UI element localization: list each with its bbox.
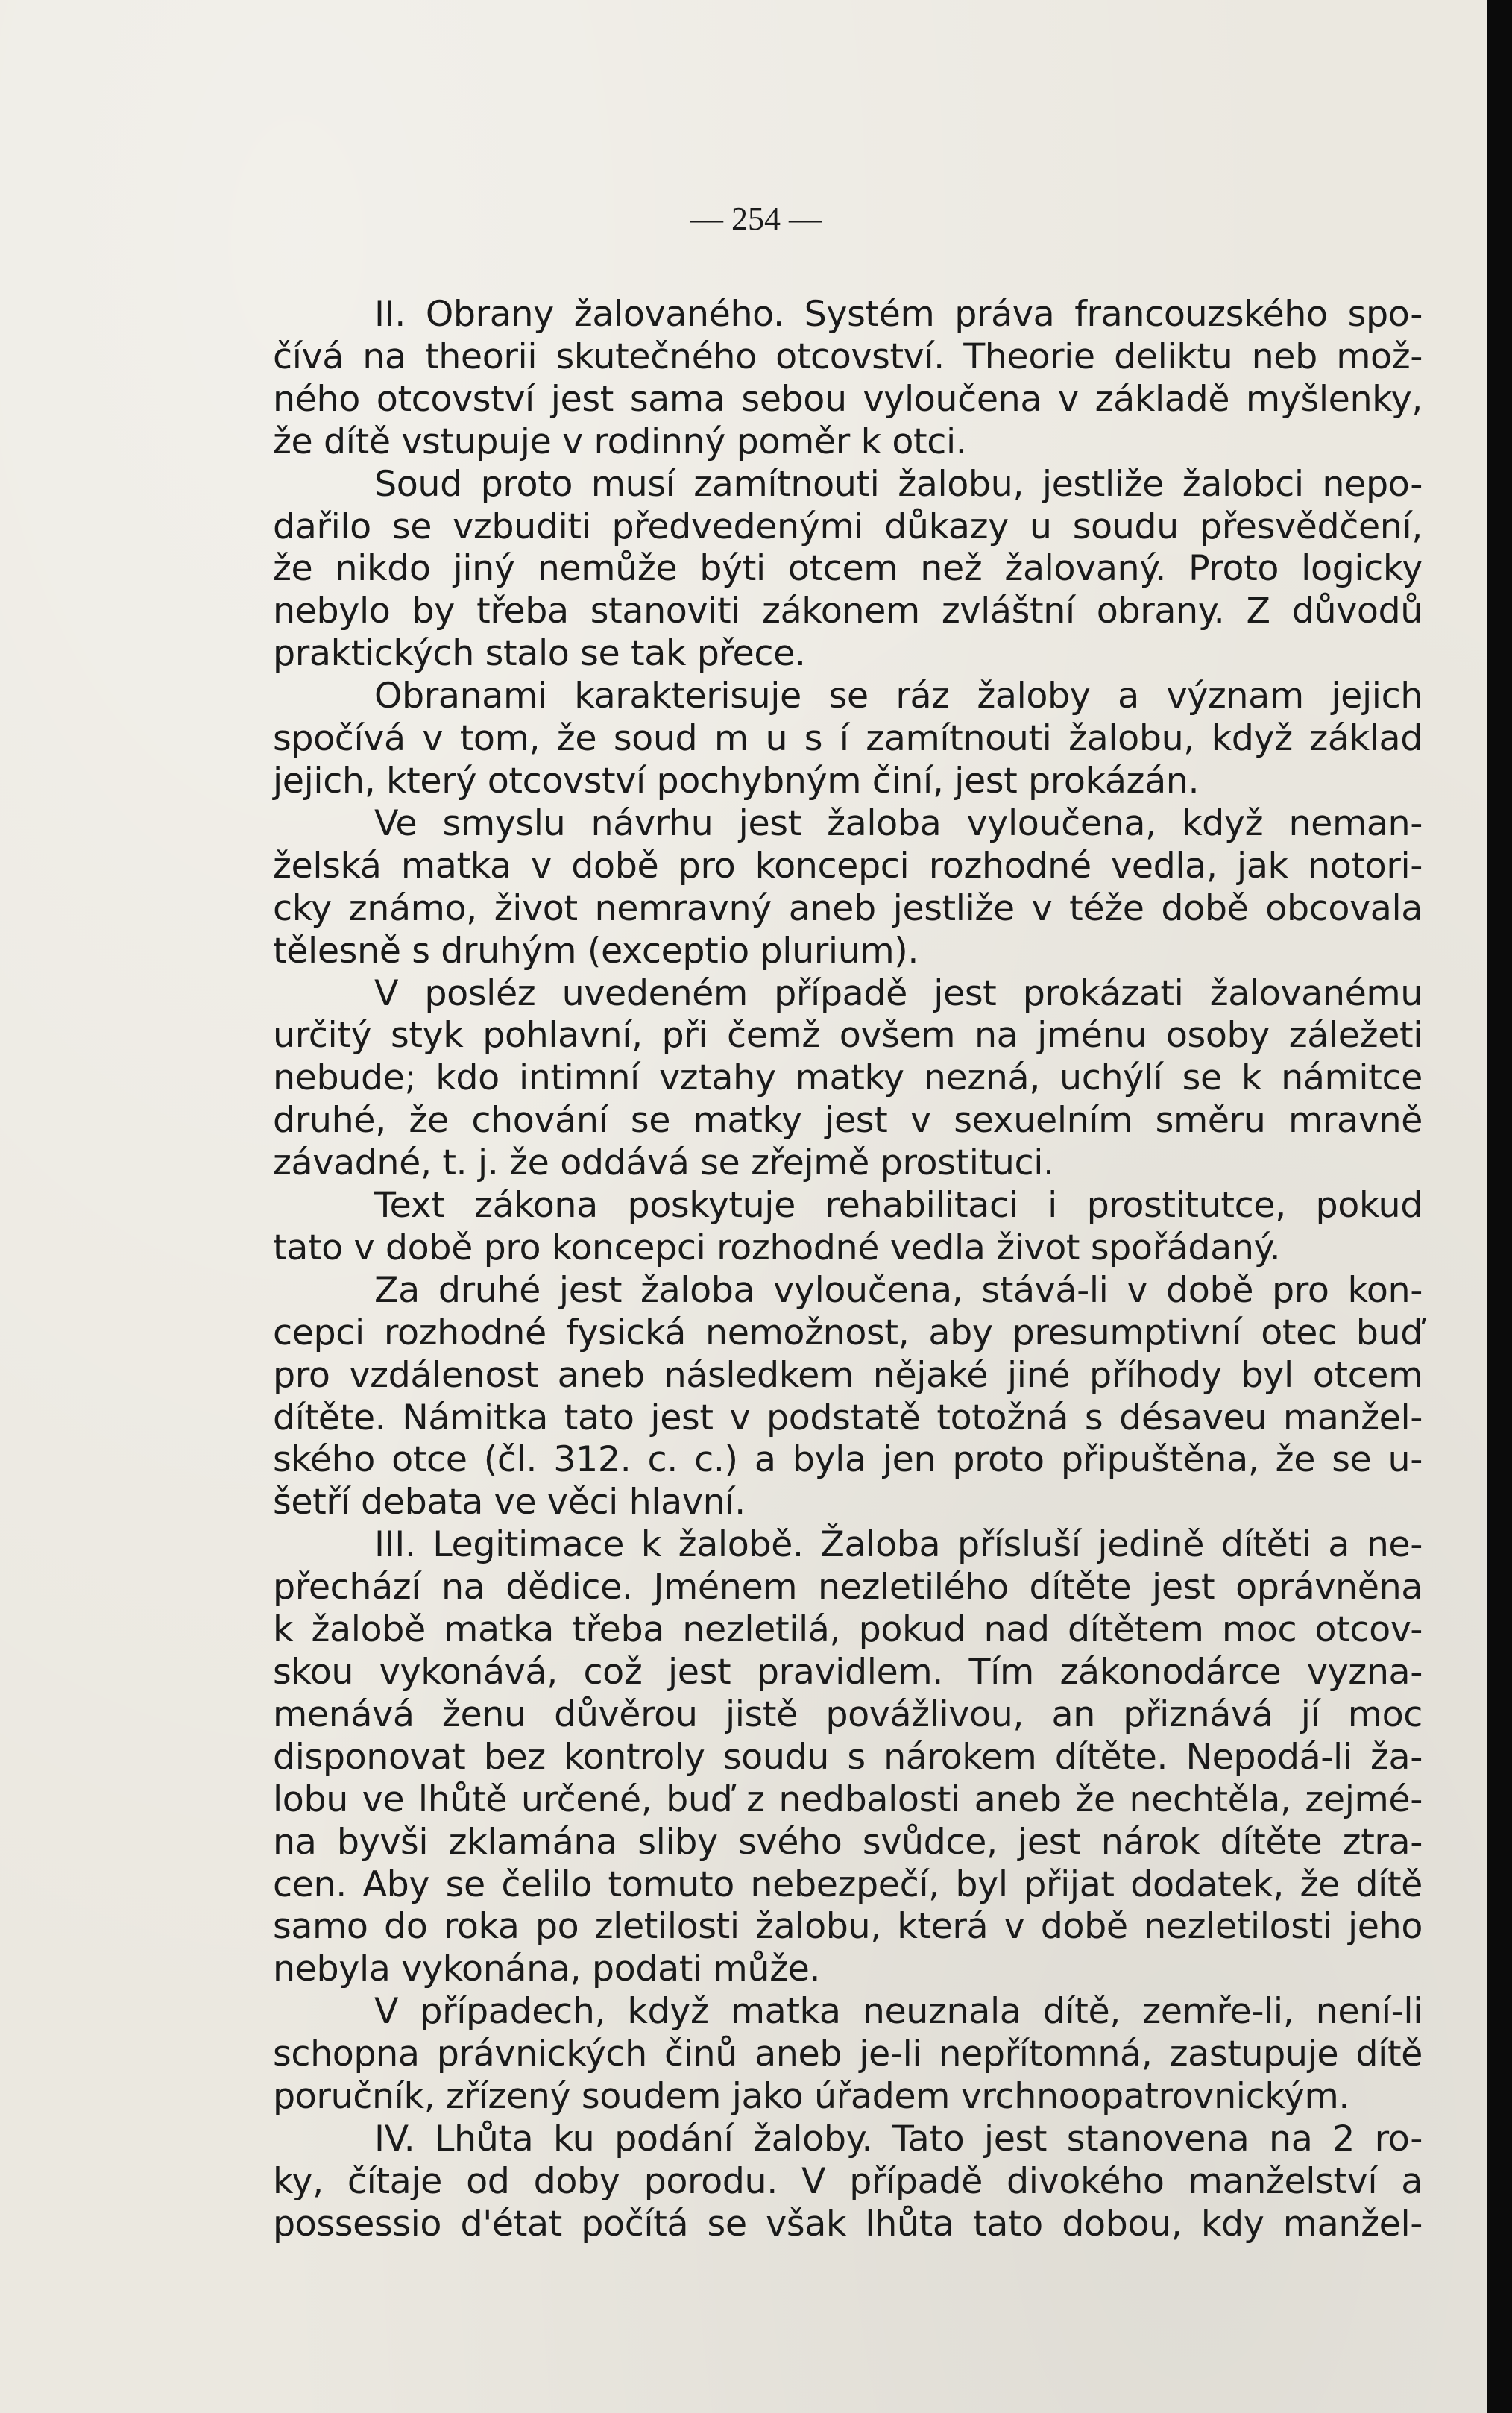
text-line: pro vzdálenost aneb následkem nějaké jiné příhody byl otcem — [273, 1354, 1423, 1396]
text-line: druhé, že chování se matky jest v sexuelním směru mravně — [273, 1100, 1423, 1142]
text-line: že dítě vstupuje v rodinný poměr k otci. — [273, 421, 967, 462]
text-line: lobu ve lhůtě určené, buď z nedbalosti aneb že nechtěla, zejmé- — [273, 1778, 1423, 1820]
text-line: IV. Lhůta ku podání žaloby. Tato jest stanovena na 2 ro- — [374, 2118, 1423, 2159]
text-line: určitý styk pohlavní, při čemž ovšem na jménu osoby záležeti — [273, 1015, 1423, 1057]
text-line: čívá na theorii skutečného otcovství. Theorie deliktu neb mož- — [273, 336, 1423, 377]
text-line: dařilo se vzbuditi předvedenými důkazy u soudu přesvědčení, — [273, 506, 1423, 547]
text-line: jejich, který otcovství pochybným činí, jest prokázán. — [273, 760, 1200, 802]
text-line: Ve smyslu návrhu jest žaloba vyloučena, když neman- — [374, 802, 1423, 844]
text-line: samo do roka po zletilosti žalobu, která v době nezletilosti jeho — [273, 1906, 1423, 1948]
text-line: possessio d'état počítá se však lhůta tato dobou, kdy manžel- — [273, 2203, 1423, 2244]
text-line: želská matka v době pro koncepci rozhodné vedla, jak notori- — [273, 845, 1423, 887]
text-line: ky, čítaje od doby porodu. V případě divokého manželství a — [273, 2160, 1423, 2202]
text-line: ného otcovství jest sama sebou vyloučena v základě myšlenky, — [273, 378, 1423, 420]
text-line: III. Legitimace k žalobě. Žaloba přísluší jedině dítěti a ne- — [374, 1524, 1423, 1566]
text-line: disponovat bez kontroly soudu s nárokem dítěte. Nepodá-li ža- — [273, 1736, 1423, 1778]
text-line: ského otce (čl. 312. c. c.) a byla jen proto připuštěna, že se u- — [273, 1439, 1423, 1481]
text-line: k žalobě matka třeba nezletilá, pokud nad dítětem moc otcov- — [273, 1609, 1423, 1651]
text-line: V posléz uvedeném případě jest prokázati žalovanému — [374, 972, 1423, 1014]
text-line: na byvši zklamána sliby svého svůdce, jest nárok dítěte ztra- — [273, 1821, 1423, 1863]
text-line: cepci rozhodné fysická nemožnost, aby presumptivní otec buď — [273, 1312, 1423, 1353]
body-text — [273, 294, 1423, 2246]
text-line: II. Obrany žalovaného. Systém práva francouzského spo- — [374, 294, 1423, 335]
text-line: Text zákona poskytuje rehabilitaci i prostitutce, pokud — [374, 1185, 1423, 1227]
page-number: — 254 — — [690, 201, 822, 237]
text-line: praktických stalo se tak přece. — [273, 633, 806, 675]
text-line: menává ženu důvěrou jistě povážlivou, an přiznává jí moc — [273, 1693, 1423, 1735]
text-line: nebyla vykonána, podati může. — [273, 1948, 821, 1990]
text-line: V případech, když matka neuznala dítě, zemře-li, není-li — [374, 1991, 1423, 2033]
text-line: že nikdo jiný nemůže býti otcem než žalovaný. Proto logicky — [273, 548, 1423, 590]
text-line: poručník, zřízený soudem jako úřadem vrchnoopatrovnickým. — [273, 2076, 1350, 2118]
text-line: cky známo, život nemravný aneb jestliže v téže době obcovala — [273, 887, 1423, 929]
text-line: schopna právnických činů aneb je-li nepřítomná, zastupuje dítě — [273, 2033, 1423, 2075]
text-line: nebylo by třeba stanoviti zákonem zvláštní obrany. Z důvodů — [273, 591, 1423, 632]
text-line: tato v době pro koncepci rozhodné vedla život spořádaný. — [273, 1227, 1281, 1268]
text-line: cen. Aby se čelilo tomuto nebezpečí, byl přijat dodatek, že dítě — [273, 1863, 1423, 1905]
text-line: závadné, t. j. že oddává se zřejmě prostituci. — [273, 1142, 1054, 1184]
text-line: nebude; kdo intimní vztahy matky nezná, uchýlí se k námitce — [273, 1057, 1423, 1099]
text-line: spočívá v tom, že soud m u s í zamítnouti žalobu, když základ — [273, 718, 1423, 760]
text-line: dítěte. Námitka tato jest v podstatě totožná s désaveu manžel- — [273, 1397, 1423, 1438]
text-line: Obranami karakterisuje se ráz žaloby a význam jejich — [374, 676, 1423, 717]
text-line: šetří debata ve věci hlavní. — [273, 1482, 746, 1523]
text-line: Soud proto musí zamítnouti žalobu, jestliže žalobci nepo- — [374, 463, 1423, 505]
text-line: skou vykonává, což jest pravidlem. Tím zákonodárce vyzna- — [273, 1652, 1423, 1693]
scan-edge-shadow — [1487, 0, 1512, 2413]
text-line: přechází na dědice. Jménem nezletilého dítěte jest oprávněna — [273, 1567, 1423, 1608]
text-line: tělesně s druhým (exceptio plurium). — [273, 930, 919, 972]
text-line: Za druhé jest žaloba vyloučena, stává-li v době pro kon- — [374, 1269, 1423, 1311]
